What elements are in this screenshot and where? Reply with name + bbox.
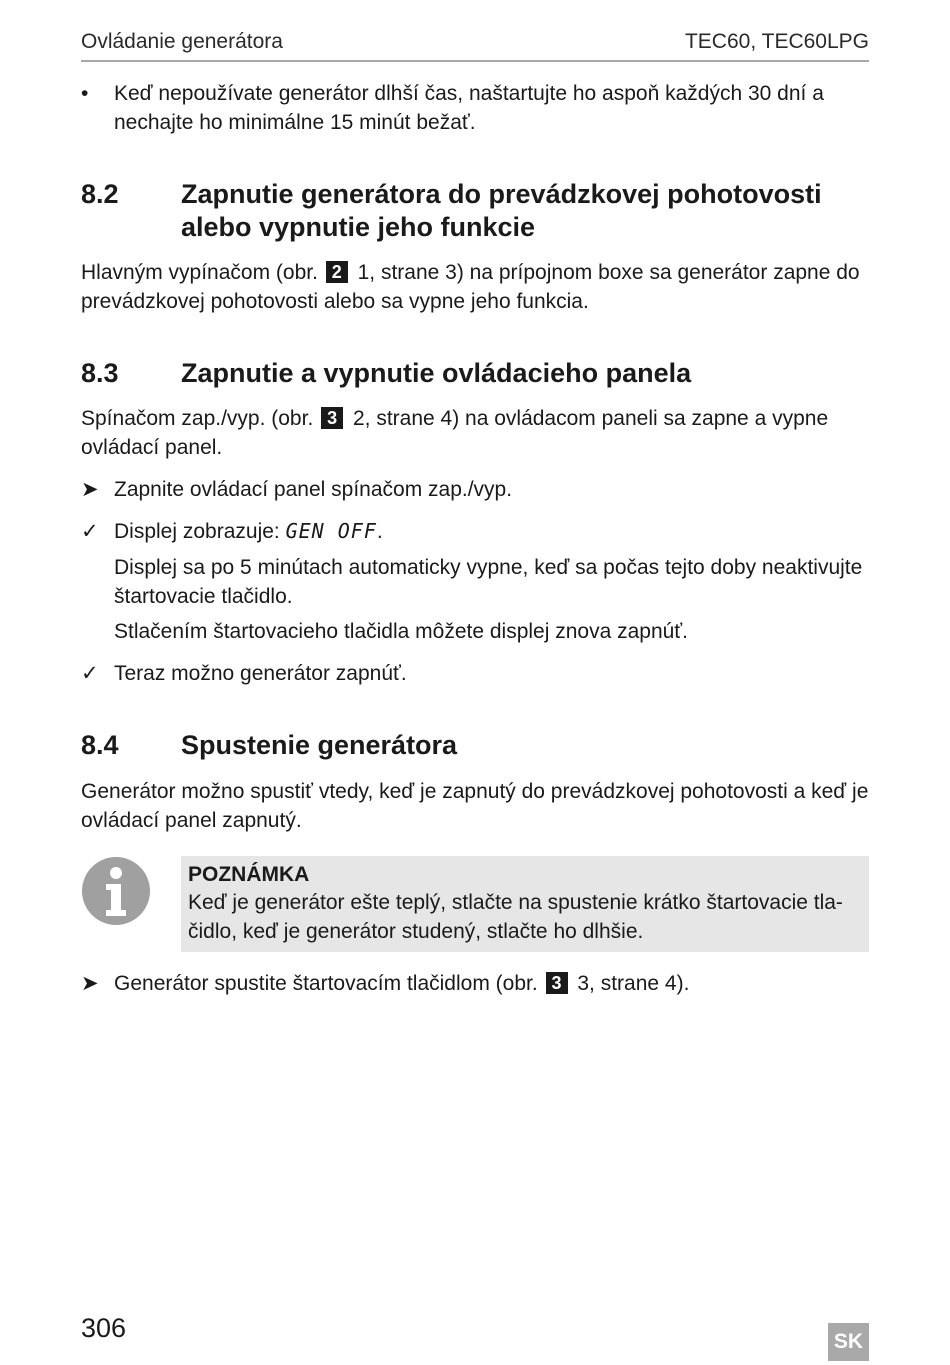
display-readout: GEN OFF: [285, 519, 377, 543]
section-number: 8.2: [81, 179, 119, 209]
action-label: 3, strane 4).: [577, 972, 690, 995]
section-8-2-paragraph: [81, 258, 871, 316]
action-text: [114, 969, 871, 998]
section-title: Zapnutie generátora do prevádzkovej pohotovosti alebo vypnutie jeho funkcie: [181, 179, 822, 242]
action-label: Generátor spustite štartovacím tlačidlom (obr.: [114, 972, 538, 995]
section-8-4-paragraph: Generátor možno spustiť vtedy, keď je zapnutý do prevádzkovej pohotovosti a keď je ovládací panel zapnutý.: [81, 780, 869, 832]
result-label: Displej zobrazuje:: [114, 520, 280, 543]
header-chapter: Ovládanie generátora: [81, 30, 283, 53]
arrow-icon: ➤: [81, 972, 99, 995]
info-icon: [82, 857, 150, 925]
section-8-3-paragraph: [81, 404, 871, 462]
result-text: Teraz možno generátor zapnúť.: [114, 662, 407, 685]
language-tab: SK: [828, 1323, 869, 1361]
section-title: Spustenie generátora: [181, 730, 458, 760]
figure-reference: 3: [546, 972, 568, 994]
para-text: Spínačom zap./vyp. (obr.: [81, 407, 314, 430]
section-title: Zapnutie a vypnutie ovládacieho panela: [181, 358, 692, 388]
checkmark-icon: ✓: [81, 662, 99, 685]
result-text: [114, 517, 871, 546]
punctuation: .: [376, 520, 383, 543]
header-model: TEC60, TEC60LPG: [684, 30, 869, 53]
result-detail: Displej sa po 5 minútach automaticky vypne, keď sa počas tejto doby neaktivujte štartovacie tlačidlo.: [114, 556, 863, 608]
arrow-icon: ➤: [81, 478, 99, 501]
note-box: [181, 856, 869, 952]
para-text: 2, strane 4) na ovládacom paneli sa zapne a vypne ovládací panel.: [81, 407, 829, 459]
figure-reference: 2: [326, 261, 348, 283]
para-text: 1, strane 3) na prípojnom boxe sa generátor zapne do prevádzkovej pohotovosti alebo sa vypne jeho funkcia.: [81, 261, 860, 313]
action-text: Zapnite ovládací panel spínačom zap./vyp.: [114, 478, 513, 501]
note-title: POZNÁMKA: [188, 863, 310, 886]
page-header: [81, 30, 869, 62]
result-detail: Stlačením štartovacieho tlačidla môžete displej znova zapnúť.: [114, 620, 689, 643]
section-number: 8.4: [81, 730, 119, 760]
bullet-mark: •: [81, 82, 89, 105]
figure-reference: 3: [321, 407, 343, 429]
note-text: Keď je generátor ešte teplý, stlačte na spustenie krátko štartovacie tla-čidlo, keď je generátor studený, stlačte ho dlhšie.: [188, 891, 843, 943]
para-text: Hlavným vypínačom (obr.: [81, 261, 318, 284]
section-number: 8.3: [81, 358, 119, 388]
checkmark-icon: ✓: [81, 520, 99, 543]
bullet-text: Keď nepoužívate generátor dlhší čas, naštartujte ho aspoň každých 30 dní a nechajte ho minimálne 15 minút bežať.: [114, 82, 824, 134]
page-number: 306: [81, 1313, 127, 1343]
